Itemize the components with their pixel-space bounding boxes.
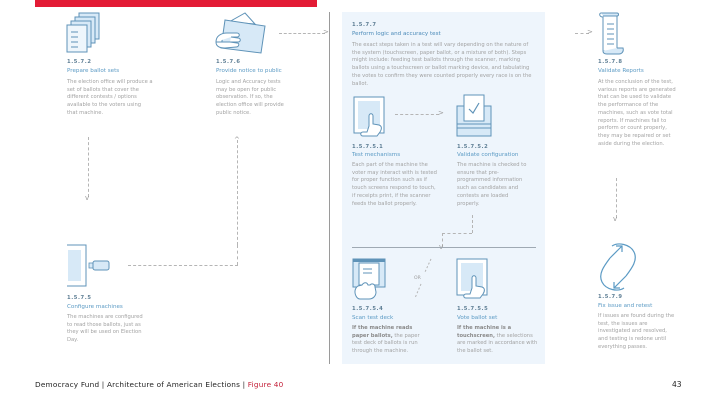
footer-source: Democracy Fund | Architecture of American Elections | <box>35 380 248 389</box>
step-number: 1.5.7.6 <box>216 59 241 65</box>
or-divider <box>413 258 433 304</box>
step-title: Prepare ballot sets <box>67 68 120 74</box>
flow-connector <box>279 33 325 34</box>
arrow-right-icon: > <box>587 28 593 36</box>
step-title: Test mechanisms <box>352 152 401 158</box>
flow-connector <box>128 265 238 266</box>
body-text: the paper test deck of ballots is run through the machine. <box>352 332 420 355</box>
step-description: The machines are configured to read those ballots, just as they will be used on Election Day. <box>67 314 143 344</box>
report-scroll-icon <box>597 11 625 59</box>
step-number: 1.5.7.5.1 <box>352 144 384 150</box>
step-number: 1.5.7.5.2 <box>457 144 489 150</box>
step-number: 1.5.7.5.5 <box>457 306 489 312</box>
step-description: The machine is checked to ensure that pre-programmed information such as candidates and contests are loaded properly. <box>457 162 527 207</box>
step-description <box>352 325 430 356</box>
header-accent-bar <box>35 0 317 7</box>
step-title: Validate configuration <box>457 152 519 158</box>
step-title: Scan test deck <box>352 315 394 321</box>
step-description: Each part of the machine the voter may interact with is tested for proper function such as if touch screens respond to touch, if receipts print, if the scanner feeds the ballot properly. <box>352 162 437 207</box>
flow-connector <box>395 114 439 115</box>
section-divider <box>352 247 536 248</box>
flow-connector <box>472 215 473 233</box>
step-title: Validate Reports <box>598 68 644 74</box>
arrow-right-icon: > <box>323 28 329 36</box>
scanner-feed-icon <box>352 258 388 304</box>
step-description: The election office will produce a set of ballots that cover the different contests / options available to the voters using that machine. <box>67 79 153 116</box>
step-title: Perform logic and accuracy test <box>352 31 441 37</box>
condition-text: If the machine is a touchscreen, <box>457 325 512 339</box>
flow-connector <box>88 137 89 197</box>
or-label: OR <box>414 276 421 281</box>
step-title: Fix issue and retest <box>598 303 653 309</box>
step-title: Vote ballot set <box>457 315 498 321</box>
step-number: 1.5.7.2 <box>67 59 92 65</box>
footer-citation <box>35 380 283 389</box>
figure-label: Figure 40 <box>247 380 284 389</box>
step-number: 1.5.7.8 <box>598 59 623 65</box>
flow-connector <box>616 178 617 218</box>
arrow-down-icon: v <box>85 194 90 202</box>
step-title: Configure machines <box>67 304 123 310</box>
ballot-box-check-icon <box>456 94 492 142</box>
condition-text: If the machine reads paper ballots, <box>352 325 413 339</box>
arrow-down-icon: v <box>613 215 618 223</box>
page-number: 43 <box>672 380 682 389</box>
step-description: Logic and Accuracy tests may be open for public observation. If so, the election office will provide public notice. <box>216 79 284 116</box>
touchscreen-tap-icon <box>353 96 387 142</box>
body-text: the selections are marked in accordance with the ballot set. <box>457 332 538 355</box>
machine-usb-icon <box>66 244 112 292</box>
step-description: If issues are found during the test, the issues are investigated and resolved, and testing is redone until everything passes. <box>598 313 675 350</box>
column-divider <box>329 12 330 364</box>
step-description <box>457 325 539 356</box>
ballot-stack-icon <box>66 12 102 58</box>
flow-connector <box>237 245 238 265</box>
step-description: At the conclusion of the test, various reports are generated that can be used to validate the performance of the machines, such as vote total reports. If machines fail to perform or count properly, they may be repaired or set aside during the election. <box>598 79 676 147</box>
step-title: Provide notice to public <box>216 68 282 74</box>
touchscreen-vote-icon <box>456 258 490 304</box>
flow-connector <box>442 233 472 234</box>
step-number: 1.5.7.9 <box>598 294 623 300</box>
arrow-right-icon: > <box>438 109 444 117</box>
step-number: 1.5.7.5.4 <box>352 306 384 312</box>
hand-holding-paper-icon <box>215 12 267 58</box>
step-description: The exact steps taken in a test will vary depending on the nature of the system (touchscreen, paper ballot, or a mixture of both). Steps might include: feeding test ballots through the scanner, marking ballots using a touchscreen or ballot marking device, and tabulating the votes to confirm they were counted properly every race is on the ballot. <box>352 42 532 87</box>
step-number: 1.5.7.7 <box>352 22 377 28</box>
cycle-arrows-icon <box>596 240 640 298</box>
step-number: 1.5.7.5 <box>67 295 92 301</box>
arrow-up-icon: ^ <box>234 136 240 144</box>
flow-connector <box>237 140 238 245</box>
